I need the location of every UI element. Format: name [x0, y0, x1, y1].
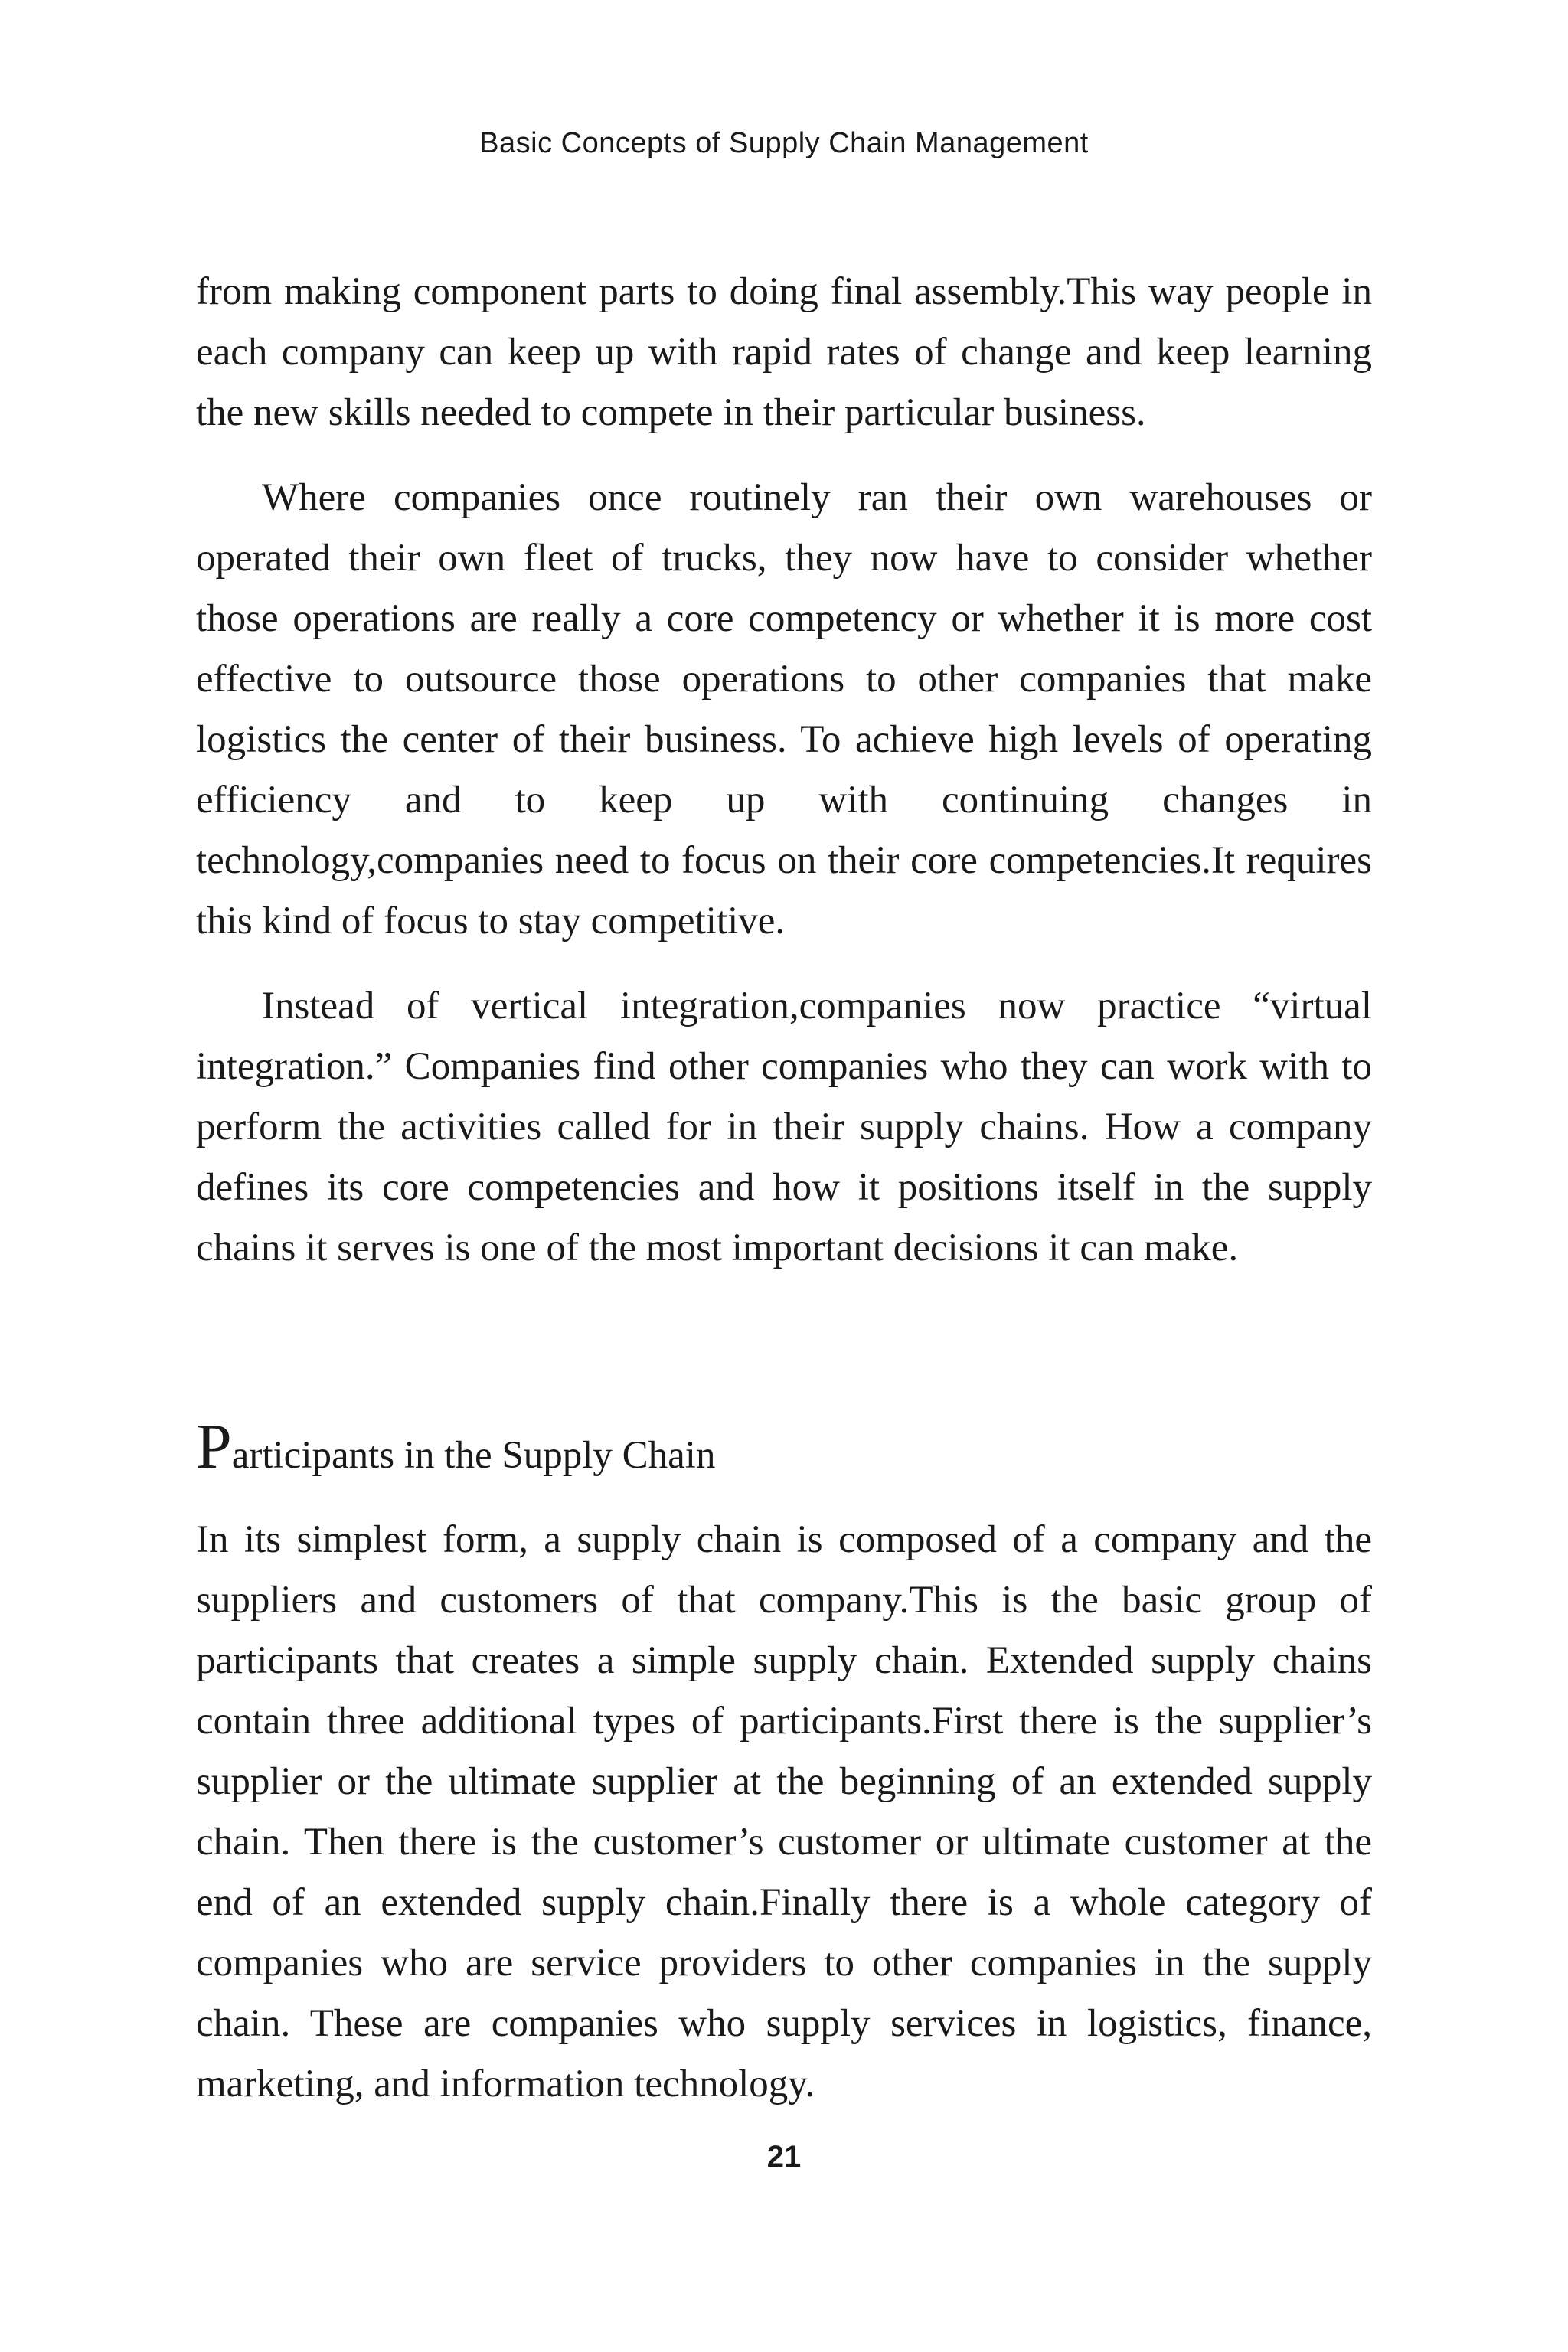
section-heading-initial: P: [196, 1411, 232, 1482]
section-heading: [196, 1411, 716, 1486]
upper-body-text: [196, 262, 1372, 1303]
lower-body-text: [196, 1510, 1372, 2139]
paragraph-virtual-integration: Instead of vertical integration,companies now practice “virtual integration.” Companies find other companies who they can work with to perform the activities called for in their supply chains. How a company defines its core competencies and how it positions itself in the supply chains it serves is one of the most important decisions it can make.: [196, 985, 1372, 1269]
section-heading-text: articipants in the Supply Chain: [231, 1434, 716, 1477]
paragraph-participants: In its simplest form, a supply chain is composed of a company and the suppliers and customers of that company.This is the basic group of participants that creates a simple supply chain. Extended supply chains contain three additional types of participants.First there is the supplier’s supplier or the ultimate supplier at the beginning of an extended supply chain. Then there is the customer’s customer or ultimate customer at the end of an extended supply chain.Finally there is a whole category of companies who are service providers to other companies in the supply chain. These are companies who supply services in logistics, finance, marketing, and information technology.: [196, 1518, 1372, 2105]
running-header: Basic Concepts of Supply Chain Management: [479, 127, 1089, 159]
paragraph-outsourcing: Where companies once routinely ran their own warehouses or operated their own fleet of trucks, they now have to consider whether those operations are really a core competency or whether it is more cost effective to outsource those operations to other companies that make logistics the center of their business. To achieve high levels of operating efficiency and to keep up with continuing changes in technology,companies need to focus on their core competencies.It requires this kind of focus to stay competitive.: [196, 476, 1372, 942]
page-number: 21: [766, 2140, 802, 2174]
paragraph-continuation: from making component parts to doing final assembly.This way people in each company can keep up with rapid rates of change and keep learning the new skills needed to compete in their particular business.: [196, 270, 1372, 434]
